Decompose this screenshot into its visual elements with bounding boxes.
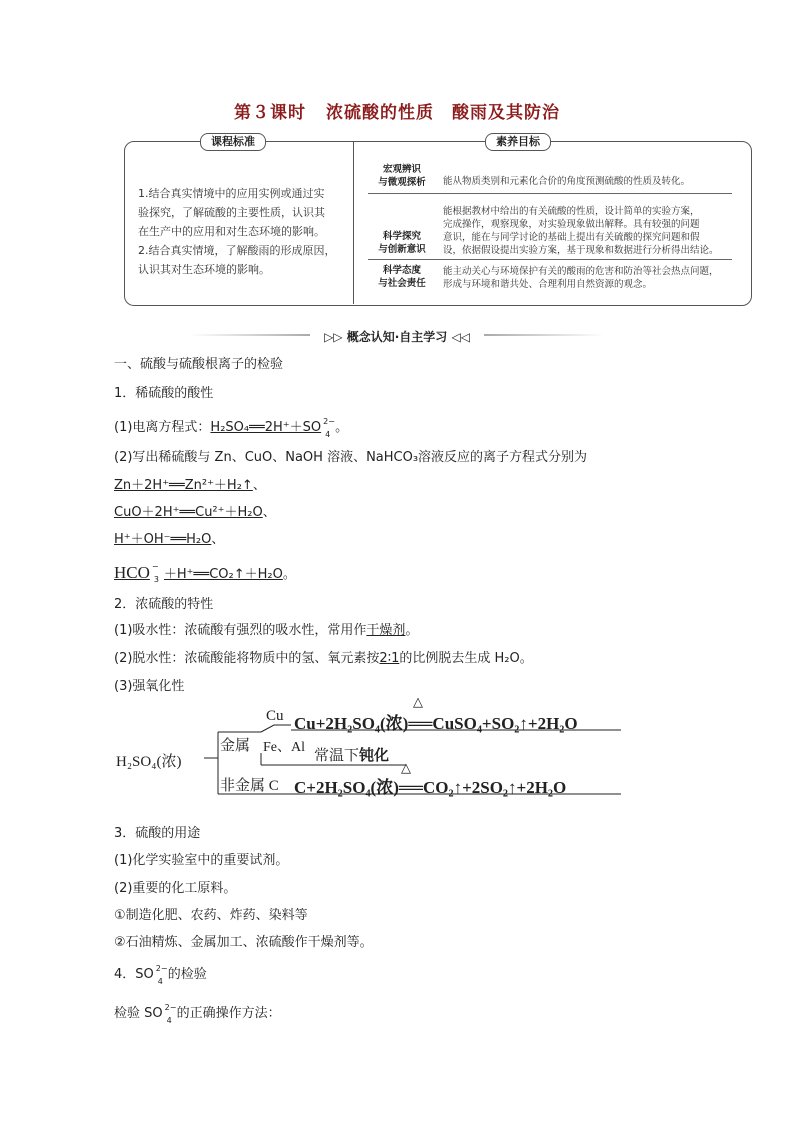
ionic-equation-cuo <box>114 504 276 522</box>
ionic-equation-zn <box>114 477 266 495</box>
punct: 。 <box>335 420 349 435</box>
text: 检验 SO <box>114 1006 163 1021</box>
literacy-label <box>368 163 436 189</box>
banner-arrow-icon: ◁◁ <box>447 330 470 344</box>
subheading: 2．浓硫酸的特性 <box>114 597 214 612</box>
text: 4．SO <box>114 967 154 982</box>
ionic-equation-nahco3 <box>114 564 296 584</box>
literacy-desc-line: 完成操作，观察现象，对实验现象做出解释。具有较强的问题 <box>443 219 700 230</box>
subheading: 3．硫酸的用途 <box>114 826 201 841</box>
sulfate-ion-marks <box>163 1005 177 1023</box>
punct: 、 <box>262 505 276 520</box>
punct: 、 <box>211 532 225 547</box>
oxidizing-heading: (3)强氧化性 <box>114 679 185 694</box>
literacy-desc <box>443 205 719 257</box>
literacy-label <box>368 264 436 290</box>
punct: 。 <box>282 567 296 582</box>
text: 的比例脱去生成 H₂O。 <box>399 651 533 666</box>
reaction-prompt: (2)写出稀硫酸与 Zn、CuO、NaOH 溶液、NaHCO₃溶液反应的离子方程式分别为 <box>114 450 588 465</box>
subheading: 1．稀硫酸的酸性 <box>114 386 214 401</box>
ionic-equation-naoh <box>114 531 224 549</box>
text: 的检验 <box>167 967 207 982</box>
curriculum-standard-text <box>138 184 348 279</box>
text: (1)吸水性：浓硫酸有强烈的吸水性，常用作 <box>114 623 367 638</box>
literacy-desc-line: 设，依据假设提出实验方案，基于现象和数据进行分析得出结论。 <box>443 245 719 256</box>
cu-equation: Cu+2H₂SO₄(浓)══CuSO₄+SO₂↑+2H₂O <box>294 714 578 733</box>
sulfate-test-method <box>114 1005 281 1023</box>
use-item: ①制造化肥、农药、炸药、染料等 <box>114 908 308 923</box>
lesson-topic: 浓硫酸的性质 酸雨及其防治 <box>326 103 560 123</box>
nonmetal-label: 非金属 C <box>220 778 279 794</box>
literacy-desc-line: 意识，能在与同学讨论的基础上提出有关硫酸的探究问题和假 <box>443 232 700 243</box>
literacy-label-line: 宏观辨识 <box>382 164 421 175</box>
heat-icon: △ <box>413 694 423 709</box>
literacy-desc-line: 能根据教材中给出的有关硫酸的性质，设计简单的实验方案， <box>443 206 700 217</box>
equation-rest: ＋H⁺══CO₂↑＋H₂O <box>163 567 283 582</box>
ion-subscript: 4 <box>325 430 331 439</box>
curriculum-standard-tab: 课程标准 <box>200 133 266 151</box>
c-equation: C+2H₂SO₄(浓)══CO₂↑+2SO₂↑+2H₂O <box>294 778 567 797</box>
ionization-formula: H₂SO₄══2H⁺＋SO <box>210 420 322 435</box>
ion-charge: − <box>151 562 159 571</box>
literacy-desc-line: 能主动关心与环境保护有关的酸雨的危害和防治等社会热点问题， <box>443 266 719 277</box>
equation-answer: H⁺＋OH⁻══H₂O <box>114 532 212 547</box>
literacy-desc: 能从物质类别和元素化合价的角度预测硫酸的性质及转化。 <box>443 176 691 187</box>
ionization-equation <box>114 419 348 437</box>
answer-blank: 干燥剂 <box>366 623 406 638</box>
answer-blank: 2∶1 <box>379 651 400 666</box>
room-temp-text: 常温下 <box>314 746 360 764</box>
heat-icon: △ <box>401 760 411 775</box>
literacy-label-line: 科学探究 <box>382 231 421 242</box>
literacy-label-line: 与微观探析 <box>378 177 426 188</box>
literacy-label-line: 科学态度 <box>382 265 421 276</box>
fe-al-label: Fe、Al <box>263 740 305 755</box>
literacy-divider <box>368 193 732 194</box>
standard-line: 在生产中的应用和对生态环境的影响。 <box>138 225 325 238</box>
hygroscopic-property <box>114 622 418 640</box>
literacy-label <box>368 230 436 256</box>
passivation-text <box>314 744 389 765</box>
cu-label: Cu <box>266 708 284 724</box>
lesson-number: 第３课时 <box>234 103 306 123</box>
dehydration-property <box>114 650 533 668</box>
sulfate-ion-marks <box>321 419 335 437</box>
section-banner <box>190 328 604 342</box>
ion-subscript: 4 <box>157 977 163 986</box>
page-title <box>0 98 794 123</box>
punct: 。 <box>405 623 419 638</box>
equation-answer: CuO＋2H⁺══Cu²⁺＋H₂O <box>114 505 263 520</box>
text: (2)脱水性：浓硫酸能将物质中的氢、氧元素按 <box>114 651 380 666</box>
ion-charge: 2− <box>323 417 335 426</box>
banner-text: 概念认知·自主学习 <box>346 330 448 344</box>
use-item: (2)重要的化工原料。 <box>114 881 237 896</box>
sulfate-ion-marks <box>154 966 168 984</box>
standard-line: 验探究，了解硫酸的主要性质，认识其 <box>138 206 325 219</box>
use-item: ②石油精炼、金属加工、浓硫酸作干燥剂等。 <box>114 935 373 950</box>
literacy-goal-tab: 素养目标 <box>485 133 551 151</box>
standard-line: 认识其对生态环境的影响。 <box>138 263 270 276</box>
ionization-label: (1)电离方程式： <box>114 420 211 435</box>
literacy-desc <box>443 265 719 291</box>
sulfate-test-heading <box>114 966 207 984</box>
ion-subscript: 3 <box>153 575 159 584</box>
passivation-bold: 钝化 <box>359 746 390 764</box>
text: 的正确操作方法： <box>176 1006 281 1021</box>
literacy-desc-line: 形成与环境和谐共处、合理利用自然资源的观念。 <box>443 279 653 290</box>
literacy-divider <box>368 259 732 260</box>
metal-label: 金属 <box>220 738 251 754</box>
standard-line: 1.结合真实情境中的应用实例或通过实 <box>138 187 325 200</box>
ion-charge: 2− <box>155 964 168 973</box>
ionization-answer <box>210 417 335 439</box>
literacy-label-line: 与创新意识 <box>378 244 426 255</box>
equation-answer: Zn＋2H⁺══Zn²⁺＋H₂↑ <box>114 478 253 493</box>
banner-arrow-icon: ▷▷ <box>324 330 347 344</box>
standard-line: 2.结合真实情境，了解酸雨的形成原因， <box>138 244 336 257</box>
literacy-label-line: 与社会责任 <box>378 278 426 289</box>
box-divider <box>353 141 354 304</box>
use-item: (1)化学实验室中的重要试剂。 <box>114 853 289 868</box>
equation-answer <box>114 562 283 584</box>
oxidation-diagram <box>116 694 626 800</box>
diagram-root: H₂SO₄(浓) <box>116 754 182 770</box>
bicarbonate-formula: HCO <box>114 563 150 582</box>
punct: 、 <box>252 478 266 493</box>
ion-charge: 2− <box>164 1003 177 1012</box>
section-heading: 一、硫酸与硫酸根离子的检验 <box>114 357 284 372</box>
bicarbonate-ion-marks <box>150 564 164 582</box>
ion-subscript: 4 <box>166 1016 172 1025</box>
